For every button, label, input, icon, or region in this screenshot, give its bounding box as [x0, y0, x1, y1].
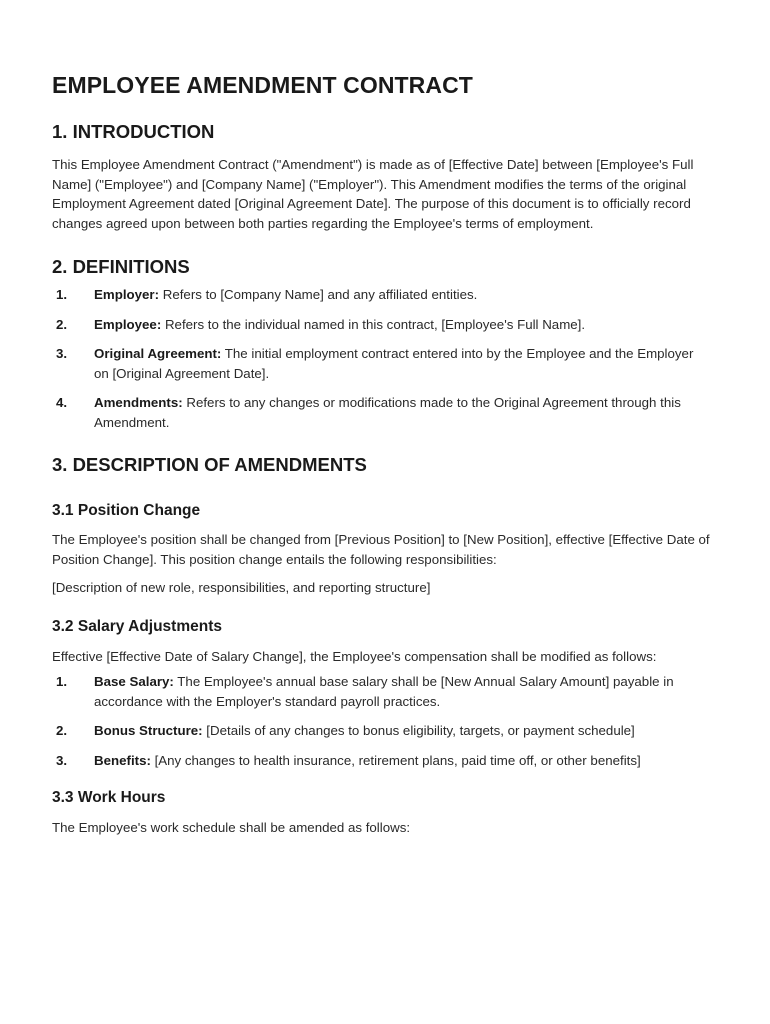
list-number: 3. — [56, 752, 68, 768]
definition-item — [52, 315, 710, 335]
definition-text — [94, 285, 710, 305]
salary-items-list — [52, 672, 710, 770]
definitions-list — [52, 285, 710, 432]
position-change-paragraph: The Employee's position shall be changed from [Previous Position] to [New Position], effective [Effective Date of Position Change]. This position change entails the following responsibilities: — [52, 532, 710, 567]
definition-description: Refers to any changes or modifications made to the Original Agreement through this Amendment. — [94, 395, 681, 430]
section-heading-amendments: 3. DESCRIPTION OF AMENDMENTS — [52, 454, 367, 475]
definition-term: Employer: — [94, 287, 160, 302]
definition-item — [52, 285, 710, 305]
definition-term: Original Agreement: — [94, 346, 222, 361]
subsection-heading-position-change: 3.1 Position Change — [52, 502, 201, 519]
definition-item — [52, 393, 710, 432]
salary-item-description: The Employee's annual base salary shall be [New Annual Salary Amount] payable in accordance with the Employer's standard payroll practices. — [94, 674, 674, 709]
subsection-heading-salary-adjustments: 3.2 Salary Adjustments — [52, 617, 222, 635]
list-number: 1. — [56, 287, 68, 302]
list-number: 4. — [56, 395, 68, 410]
document-title: EMPLOYEE AMENDMENT CONTRACT — [52, 72, 473, 98]
salary-item-text — [94, 672, 710, 711]
salary-item-description: [Details of any changes to bonus eligibility, targets, or payment schedule] — [202, 723, 635, 738]
salary-item-text — [94, 721, 710, 741]
section-heading-definitions: 2. DEFINITIONS — [52, 256, 190, 277]
subsection-heading-work-hours: 3.3 Work Hours — [52, 789, 166, 806]
work-hours-paragraph: The Employee's work schedule shall be amended as follows: — [52, 820, 411, 835]
introduction-paragraph: This Employee Amendment Contract ("Amendment") is made as of [Effective Date] between [Employee's Full Name] ("Employee") and [Company Name] ("Employer"). This Amendment modifies the terms of the original Employment Agreement dated [Original Agreement Date]. The purpose of this document is to officially record changes agreed upon between both parties regarding the Employee's terms of employment. — [52, 157, 694, 231]
list-number: 3. — [56, 346, 68, 361]
salary-item-term: Benefits: — [94, 752, 151, 768]
definition-text — [94, 393, 710, 432]
definition-item — [52, 344, 710, 383]
salary-item-term: Base Salary: — [94, 674, 174, 689]
salary-item-text — [94, 751, 710, 771]
definition-description: Refers to the individual named in this contract, [Employee's Full Name]. — [161, 316, 586, 332]
definition-text — [94, 344, 710, 383]
salary-item — [52, 751, 710, 771]
definition-description: Refers to [Company Name] and any affiliated entities. — [159, 287, 478, 302]
salary-item — [52, 672, 710, 711]
salary-item-description: [Any changes to health insurance, retirement plans, paid time off, or other benefits] — [150, 752, 641, 768]
definition-description: The initial employment contract entered into by the Employee and the Employer on [Original Agreement Date]. — [94, 346, 694, 381]
salary-adjustments-paragraph: Effective [Effective Date of Salary Change], the Employee's compensation shall be modified as follows: — [52, 648, 657, 664]
position-description-placeholder: [Description of new role, responsibilities, and reporting structure] — [52, 580, 431, 595]
list-number: 2. — [56, 316, 68, 332]
definition-term: Employee: — [94, 316, 162, 332]
definition-text — [94, 315, 710, 335]
definition-term: Amendments: — [94, 395, 183, 410]
salary-item-term: Bonus Structure: — [94, 723, 203, 738]
list-number: 1. — [56, 674, 68, 689]
list-number: 2. — [56, 723, 68, 738]
salary-item — [52, 721, 710, 741]
section-heading-introduction: 1. INTRODUCTION — [52, 121, 215, 142]
